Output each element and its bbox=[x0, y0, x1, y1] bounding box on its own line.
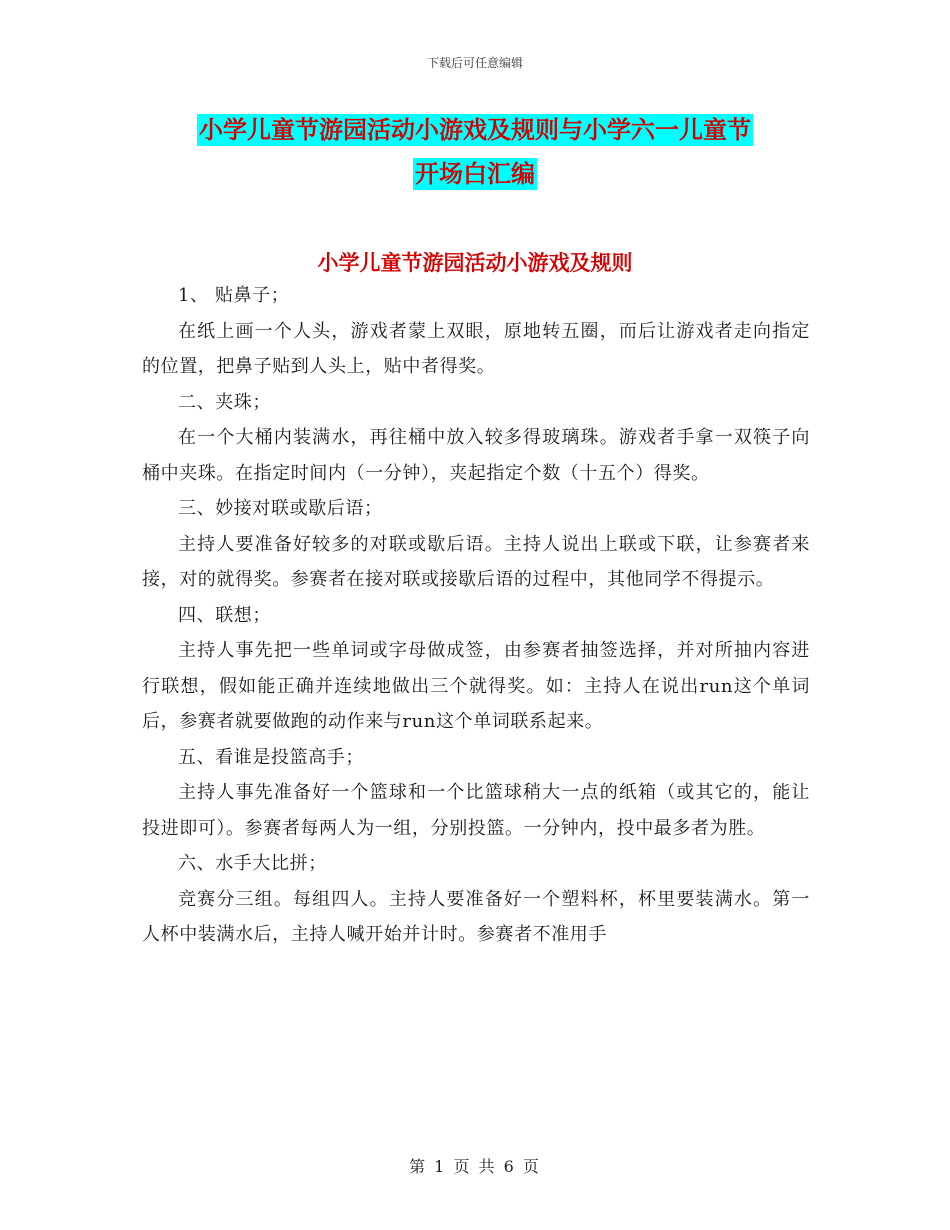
paragraph-heading: 1、 贴鼻子； bbox=[178, 285, 290, 306]
document-body bbox=[142, 278, 810, 953]
paragraph: 在纸上画一个人头，游戏者蒙上双眼，原地转五圈，而后让游戏者走向指定的位置，把鼻子贴到人头上，贴中者得奖。 bbox=[142, 320, 810, 377]
paragraph: 在一个大桶内装满水，再往桶中放入较多得玻璃珠。游戏者手拿一双筷子向桶中夹珠。在指定时间内（一分钟），夹起指定个数（十五个）得奖。 bbox=[142, 427, 810, 484]
section-title: 小学儿童节游园活动小游戏及规则 bbox=[317, 251, 633, 275]
title-highlight-2: 开场白汇编 bbox=[415, 160, 535, 188]
paragraph-heading: 二、夹珠； bbox=[178, 391, 271, 413]
paragraph: 主持人事先准备好一个篮球和一个比篮球稍大一点的纸箱（或其它的，能让投进即可）。参赛者每两人为一组，分别投篮。一分钟内，投中最多者为胜。 bbox=[142, 782, 810, 839]
title-highlight-1: 小学儿童节游园活动小游戏及规则与小学六一儿童节 bbox=[199, 116, 751, 144]
page-number: 第 1 页 共 6 页 bbox=[409, 1157, 541, 1176]
document-title-line-1 bbox=[0, 113, 950, 147]
paragraph-heading: 六、水手大比拼； bbox=[178, 853, 327, 874]
document-title-line-2 bbox=[0, 157, 950, 191]
paragraph-heading: 五、看谁是投篮高手； bbox=[178, 746, 364, 768]
header-note: 下载后可任意编辑 bbox=[426, 56, 523, 70]
paragraph: 主持人事先把一些单词或字母做成签，由参赛者抽签选择，并对所抽内容进行联想，假如能正确并连续地做出三个就得奖。如：主持人在说出run这个单词后，参赛者就要做跑的动作来与run这个单词联系起来。 bbox=[142, 640, 810, 732]
paragraph: 主持人要准备好较多的对联或歇后语。主持人说出上联或下联，让参赛者来接，对的就得奖。参赛者在接对联或接歇后语的过程中，其他同学不得提示。 bbox=[142, 533, 810, 590]
paragraph: 竞赛分三组。每组四人。主持人要准备好一个塑料杯，杯里要装满水。第一人杯中装满水后，主持人喊开始并计时。参赛者不准用手 bbox=[142, 888, 810, 945]
paragraph-heading: 三、妙接对联或歇后语； bbox=[178, 498, 383, 519]
paragraph-heading: 四、联想； bbox=[178, 604, 271, 626]
